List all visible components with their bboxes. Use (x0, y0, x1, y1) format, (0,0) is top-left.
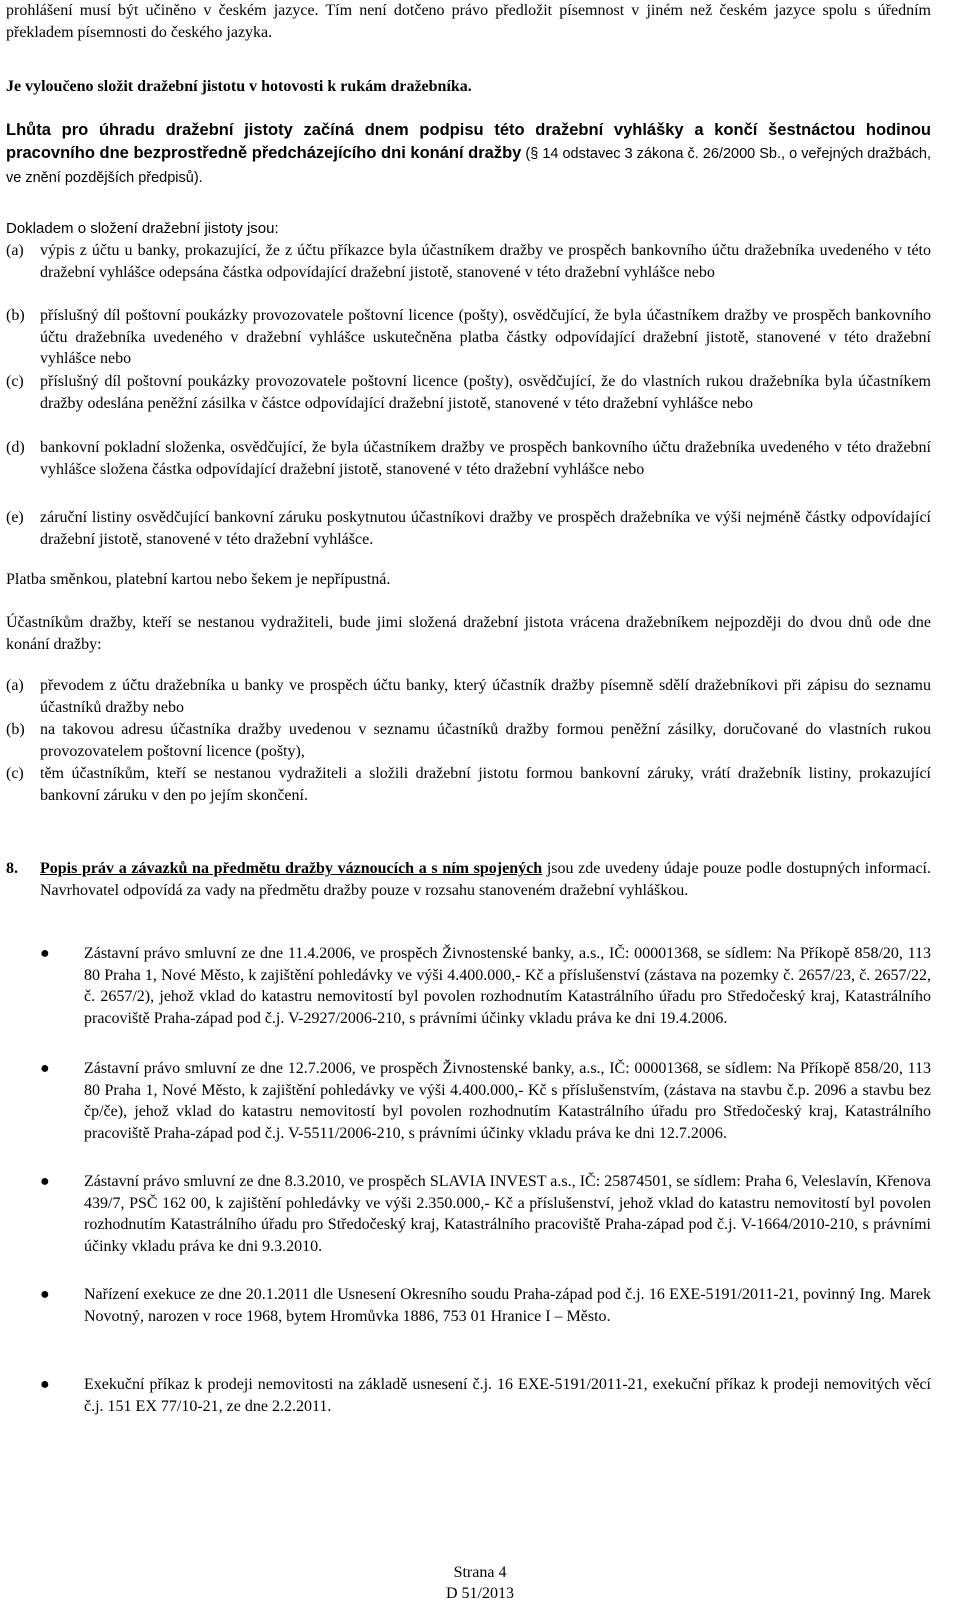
bullet-icon: ● (40, 1173, 50, 1190)
list-marker: (b) (6, 721, 25, 738)
list-marker: (a) (6, 677, 24, 694)
deadline-bold-text: Lhůta pro úhradu dražební jistoty začíná dnem podpisu této dražební vyhlášky a končí šestnáctou hodinou pracovního dne bezprostředně předcházejícího dni konání dražby (6, 121, 931, 162)
intro-paragraph: prohlášení musí být učiněno v českém jazyce. Tím není dotčeno právo předložit písemnost v jiném než českém jazyce spolu s úředním překladem písemnosti do českého jazyka. (6, 2, 931, 41)
list-item-text: na takovou adresu účastníka dražby uvedenou v seznamu účastníků dražby formou peněžní zásilky, doručované do vlastních rukou provozovatelem poštovní licence (pošty), (40, 721, 931, 760)
payment-notice: Platba směnkou, platební kartou nebo šekem je nepřípustná. (6, 571, 391, 588)
list-item (40, 1374, 931, 1417)
list-item (6, 371, 931, 414)
list-item (6, 719, 931, 762)
list-item (6, 763, 931, 806)
list-marker: (c) (6, 373, 24, 390)
bullet-icon: ● (40, 1376, 50, 1393)
cash-notice: Je vyloučeno složit dražební jistotu v hotovosti k rukám dražebníka. (6, 78, 472, 95)
list-item-text: bankovní pokladní složenka, osvědčující, že byla účastníkem dražby ve prospěch bankovního účtu dražebníka uvedeného v této dražební vyhlášce složena částka odpovídající dražební jistotě, stanovené v této dražební vyhlášce nebo (40, 439, 931, 478)
page-number: Strana 4 (453, 1564, 507, 1581)
list-item-text: Nařízení exekuce ze dne 20.1.2011 dle Usnesení Okresního soudu Praha-západ pod č.j. 16 EXE-5191/2011-21, povinný Ing. Marek Novotný, narozen v roce 1968, bytem Hromůvka 1886, 753 01 Hranice I – Město. (84, 1286, 931, 1325)
list-item-text: příslušný díl poštovní poukázky provozovatele poštovní licence (pošty), osvědčující, že do vlastních rukou dražebníka byla účastníkem dražby odeslána peněžní zásilka v částce odpovídající dražební jistotě, stanovené v této dražební vyhlášce nebo (40, 373, 931, 412)
list-item-text: příslušný díl poštovní poukázky provozovatele poštovní licence (pošty), osvědčující, že byla účastníkem dražby ve prospěch bankovního účtu dražebníka uvedeného v dražební vyhlášce uskutečněna platba částky odpovídající dražební jistotě, stanovené v této dražební vyhlášce nebo (40, 307, 931, 367)
list-marker: (b) (6, 307, 25, 324)
list-item (6, 240, 931, 283)
proof-heading: Dokladem o složení dražební jistoty jsou: (6, 220, 279, 237)
bullet-icon: ● (40, 1060, 50, 1077)
list-item-text: Zástavní právo smluvní ze dne 12.7.2006, ve prospěch Živnostenské banky, a.s., IČ: 00001368, se sídlem: Na Příkopě 858/20, 113 80 Praha 1, Nové Město, k zajištění pohledávky ve výši 4.400.000,- Kč s příslušenstvím, (zástava na stavbu č.p. 2096 a stavbu bez čp/če), jehož vklad do katastru nemovitostí byl povolen rozhodnutím Katastrálního úřadu pro Středočeský kraj, Katastrálního pracoviště Praha-západ pod č.j. V-5511/2006-210, s právními účinky vkladu práva ke dni 12.7.2006. (84, 1060, 931, 1142)
section-body (40, 858, 931, 901)
list-item (6, 675, 931, 718)
return-intro: Účastníkům dražby, kteří se nestanou vydražiteli, bude jimi složená dražební jistota vrácena dražebníkem nejpozději do dvou dnů ode dne konání dražby: (6, 614, 931, 653)
list-marker: (c) (6, 765, 24, 782)
list-marker: (a) (6, 242, 24, 259)
section-8 (6, 858, 931, 901)
list-item (40, 1171, 931, 1257)
list-item-text: výpis z účtu u banky, prokazující, že z účtu příkazce byla účastníkem dražby ve prospěch bankovního účtu dražebníka uvedeného v této dražební vyhlášce odepsána částka odpovídající dražební jistotě, stanovené v této dražební vyhlášce nebo (40, 242, 931, 281)
list-item-text: Zástavní právo smluvní ze dne 11.4.2006, ve prospěch Živnostenské banky, a.s., IČ: 00001368, se sídlem: Na Příkopě 858/20, 113 80 Praha 1, Nové Město, k zajištění pohledávky ve výši 4.400.000,- Kč a příslušenství (zástava na pozemky č. 2657/23, č. 2657/22, č. 2657/2), jehož vklad do katastru nemovitostí byl povolen rozhodnutím Katastrálního úřadu pro Středočeský kraj, Katastrálního pracoviště Praha-západ pod č.j. V-2927/2006-210, s právními účinky vkladu práva ke dni 19.4.2006. (84, 945, 931, 1027)
list-marker: (e) (6, 509, 24, 526)
list-item-text: Exekuční příkaz k prodeji nemovitosti na základě usnesení č.j. 16 EXE-5191/2011-21, exekuční příkaz k prodeji nemovitých věcí č.j. 151 EX 77/10-21, ze dne 2.2.2011. (84, 1376, 931, 1415)
bullet-icon: ● (40, 1286, 50, 1303)
bullet-icon: ● (40, 945, 50, 962)
section-text: jsou zde uvedeny údaje pouze podle dostupných informací. Navrhovatel odpovídá za vady na předmětu dražby pouze v rozsahu stanoveném dražební vyhláškou. (40, 860, 931, 899)
list-item-text: Zástavní právo smluvní ze dne 8.3.2010, ve prospěch SLAVIA INVEST a.s., IČ: 25874501, se sídlem: Praha 6, Veleslavín, Křenova 439/7, PSČ 162 00, k zajištění pohledávky ve výši 2.350.000,- Kč a příslušenství, jehož vklad do katastru nemovitostí byl povolen rozhodnutím Katastrálního úřadu pro Středočeský kraj, Katastrálního pracoviště Praha-západ pod č.j. V-1664/2010-210, s právními účinky vkladu práva ke dni 9.3.2010. (84, 1173, 931, 1255)
list-item (40, 1058, 931, 1144)
list-item-text: těm účastníkům, kteří se nestanou vydražiteli a složili dražební jistotu formou bankovní záruky, vrátí dražebník listiny, prokazující bankovní záruku v den po jejím skončení. (40, 765, 931, 804)
list-item (6, 305, 931, 370)
list-item (6, 507, 931, 550)
section-heading: Popis práv a závazků na předmětu dražby váznoucích a s ním spojených (40, 860, 543, 877)
section-number: 8. (6, 860, 18, 877)
list-item (6, 437, 931, 480)
list-marker: (d) (6, 439, 25, 456)
list-item (40, 1284, 931, 1327)
list-item-text: záruční listiny osvědčující bankovní záruku poskytnutou účastníkovi dražby ve prospěch dražebníka ve výši nejméně částky odpovídající dražební jistotě, stanovené v této dražební vyhlášce. (40, 509, 931, 548)
list-item (40, 943, 931, 1029)
page-footer (0, 1562, 960, 1604)
document-code: D 51/2013 (446, 1585, 514, 1602)
deadline-rest-text: (§ 14 odstavec 3 zákona č. 26/2000 Sb., o veřejných dražbách, ve znění pozdějších předpisů). (6, 146, 931, 186)
list-item-text: převodem z účtu dražebníka u banky ve prospěch účtu banky, který účastník dražby písemně sdělí dražebníkovi při zápisu do seznamu účastníků dražby nebo (40, 677, 931, 716)
deadline-paragraph (6, 119, 931, 190)
